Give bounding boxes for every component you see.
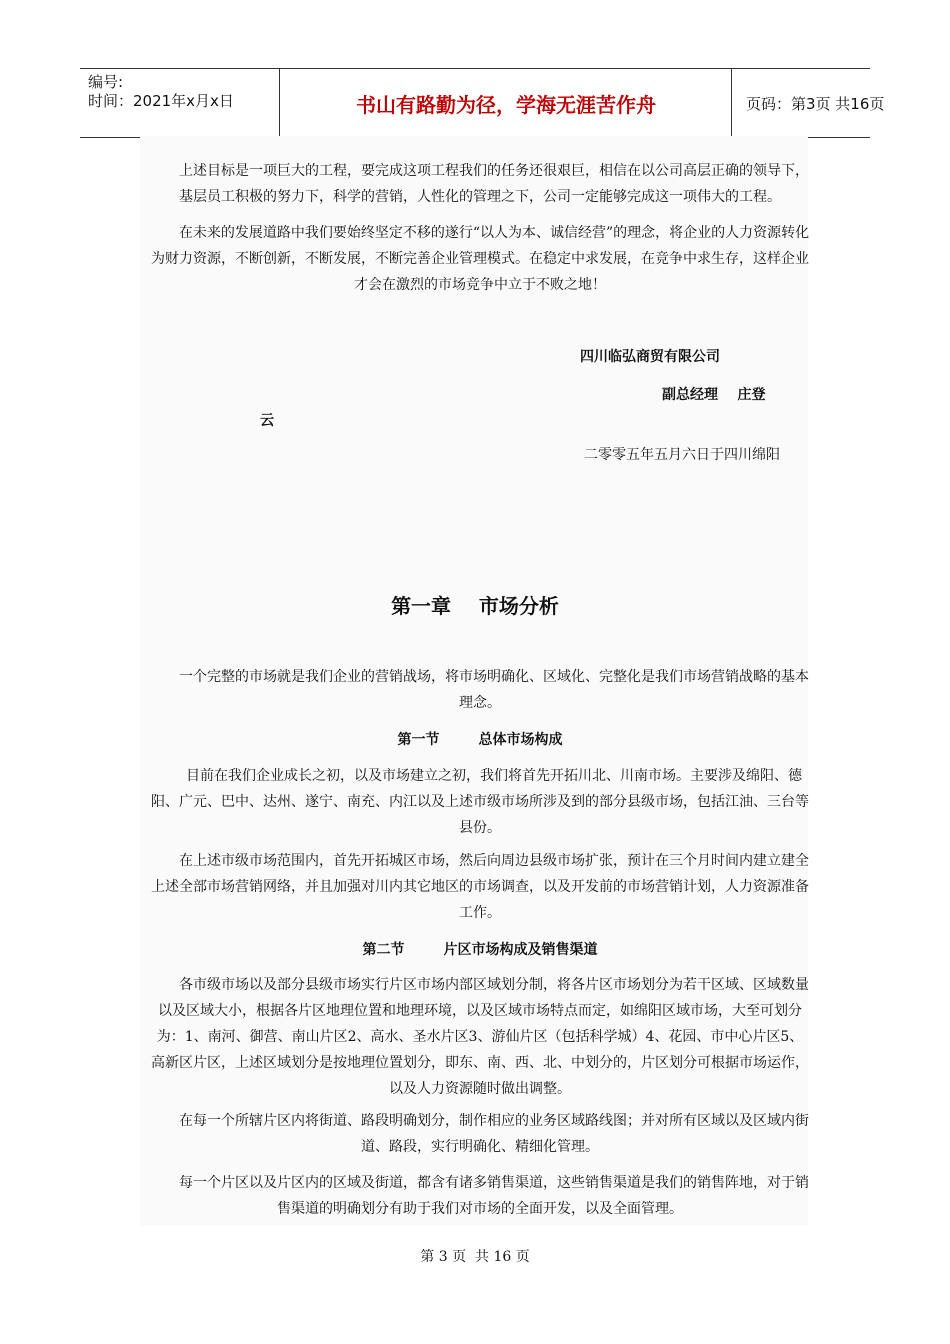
section-2-title: 第二节 片区市场构成及销售渠道 <box>362 942 598 958</box>
signature-date: 二零零五年五月六日于四川绵阳 <box>584 447 780 463</box>
intro-paragraph-2: 在未来的发展道路中我们要始终坚定不移的遂行“以人为本、诚信经营”的理念，将企业的人力资源转化为财力资源，不断创新，不断发展，不断完善企业管理模式。在稳定中求发展，在竞争中求生存，这样企业才会在激烈的市场竞争中立于不败之地！ <box>151 225 810 293</box>
chapter-title: 第一章 市场分析 <box>391 594 559 618</box>
header-motto: 书山有路勤为径，学海无涯苦作舟 <box>281 69 732 137</box>
section-1-paragraph-2: 在上述市级市场范围内，首先开拓城区市场，然后向周边县级市场扩张，预计在三个月时间内建立建全上述全部市场营销网络，并且加强对川内其它地区的市场调查，以及开发前的市场营销计划，人力资源准备工作。 <box>151 853 809 921</box>
section-1-title: 第一节 总体市场构成 <box>397 732 563 748</box>
signature-company: 四川临弘商贸有限公司 <box>580 349 720 365</box>
signature-title: 副总经理 庄登 <box>662 387 766 403</box>
section-2-paragraph-1: 各市级市场以及部分县级市场实行片区市场内部区域划分制，将各片区市场划分为若干区域、区域数量以及区域大小，根据各片区地理位置和地理环境，以及区域市场特点而定，如绵阳区域市场，大至可划分为：1、南河、御营、南山片区2、高水、圣水片区3、游仙片区（包括科学城）4、花园、市中心片区5、高新区片区，上述区域划分是按地理位置划分，即东、南、西、北、中划分的，片区划分可根据市场运作，以及人力资源随时做出调整。 <box>151 977 809 1097</box>
header-meta <box>80 69 280 137</box>
section-2-paragraph-3: 每一个片区以及片区内的区域及街道，都含有诸多销售渠道，这些销售渠道是我们的销售阵地，对于销售渠道的明确划分有助于我们对市场的全面开发，以及全面管理。 <box>179 1175 809 1217</box>
signature-name-cont: 云 <box>260 413 274 429</box>
intro-paragraph-1: 上述目标是一项巨大的工程，要完成这项工程我们的任务还很艰巨，相信在以公司高层正确的领导下，基层员工积极的努力下，科学的营销，人性化的管理之下，公司一定能够完成这一项伟大的工程。 <box>179 163 809 205</box>
header-page-info: 页码：第3页 共16页 <box>746 94 885 113</box>
chapter-intro: 一个完整的市场就是我们企业的营销战场，将市场明确化、区域化、完整化是我们市场营销战略的基本理念。 <box>179 669 809 711</box>
section-2-paragraph-2: 在每一个所辖片区内将街道、路段明确划分，制作相应的业务区域路线图；并对所有区域以及区域内街道、路段，实行明确化、精细化管理。 <box>179 1113 809 1155</box>
section-1-paragraph-1: 目前在我们企业成长之初，以及市场建立之初，我们将首先开拓川北、川南市场。主要涉及绵阳、德阳、广元、巴中、达州、遂宁、南充、内江以及上述市级市场所涉及到的部分县级市场，包括江油、三台等县份。 <box>151 768 809 836</box>
number-label: 编号: <box>88 73 124 91</box>
time-label: 时间：2021年x月x日 <box>88 92 234 110</box>
page-footer: 第 3 页 共 16 页 <box>420 1249 530 1265</box>
page-header <box>80 68 885 138</box>
